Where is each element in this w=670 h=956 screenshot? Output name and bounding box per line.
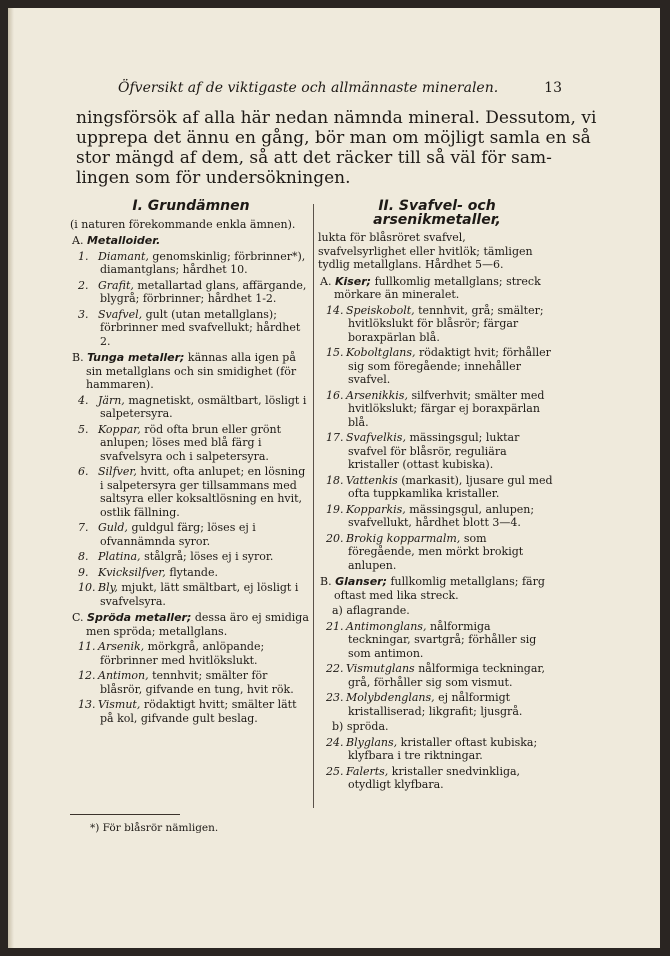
mineral-entry — [70, 465, 312, 519]
mineral-description: rödaktigt hvit; förhåller sig som föregående; innehåller svafvel. — [348, 346, 551, 386]
mineral-name: Koboltglans, — [346, 346, 416, 359]
entry-number: 11. — [78, 640, 96, 653]
section-title-grundamnen: I. Grundämnen — [132, 198, 250, 214]
mineral-name: Grafit, — [98, 278, 134, 292]
entry-number: 19. — [326, 502, 344, 516]
mineral-list — [318, 736, 556, 792]
entry-number: 22. — [326, 662, 344, 675]
category-label: B. — [320, 575, 332, 588]
category-b — [70, 351, 312, 392]
mineral-name: Vattenkis — [346, 473, 398, 487]
mineral-name: Svafvel, — [98, 307, 143, 321]
mineral-entry — [318, 389, 556, 430]
entry-number: 12. — [78, 669, 96, 682]
mineral-description: kristaller oftast kubiska; klyfbara i tre riktningar. — [348, 735, 538, 762]
mineral-name: Vismut, — [98, 698, 141, 711]
category-text: fullkomlig metallglans; färg oftast med lika streck. — [334, 575, 545, 602]
intro-line: upprepa det ännu en gång, bör man om möjligt samla en så — [76, 128, 591, 148]
mineral-description: magnetiskt, osmältbart, lösligt i salpetersyra. — [100, 393, 307, 420]
mineral-entry — [318, 304, 556, 345]
mineral-entry — [70, 581, 312, 608]
section-title-svafvel: II. Svafvel- och arsenikmetaller, — [373, 198, 501, 228]
mineral-description: som föregående, men mörkt brokigt anlupen. — [348, 531, 524, 572]
right-column — [318, 200, 556, 792]
column-divider — [313, 204, 314, 808]
mineral-entry — [318, 474, 556, 501]
entry-number: 13. — [78, 698, 96, 711]
section-subtitle: lukta för blåsröret svafvel, svafvelsyrlighet eller hvitlök; tämligen tydlig metallglans. Hårdhet 5—6. — [318, 231, 533, 271]
entry-number: 17. — [326, 431, 344, 444]
mineral-description: mässingsgul; luktar svafvel för blåsrör, reguliära kristaller (ottast kubiska). — [348, 431, 520, 471]
mineral-name: Järn, — [98, 393, 125, 407]
mineral-name: Molybdenglans, — [346, 691, 435, 704]
category-a — [70, 234, 312, 248]
page-edge-shadow — [8, 8, 14, 948]
mineral-description: guldgul färg; löses ej i ofvannämnda syror. — [100, 521, 256, 548]
mineral-name: Arsenikkis, — [346, 388, 408, 402]
mineral-description: genomskinlig; förbrinner*), diamantglans; hårdhet 10. — [100, 249, 306, 276]
mineral-entry — [318, 620, 556, 661]
entry-number: 20. — [326, 531, 344, 545]
mineral-name: Svafvelkis, — [346, 431, 406, 444]
mineral-description: rödaktigt hvitt; smälter lätt på kol, gifvande gult beslag. — [100, 698, 297, 725]
category-name: Kiser; — [334, 274, 372, 288]
running-title: Öfversikt af de viktigaste och allmännaste mineralen. — [118, 80, 499, 96]
mineral-entry — [318, 765, 556, 792]
mineral-entry — [318, 736, 556, 763]
section-subtitle: (i naturen förekommande enkla ämnen). — [70, 217, 296, 231]
mineral-entry — [318, 691, 556, 718]
entry-number: 10. — [78, 581, 96, 594]
mineral-list — [318, 304, 556, 573]
entry-number: 9. — [78, 565, 89, 579]
footnote: *) För blåsrör nämligen. — [90, 822, 219, 834]
mineral-name: Speiskobolt, — [346, 303, 415, 317]
entry-number: 3. — [78, 307, 89, 321]
mineral-description: silfverhvit; smälter med hvitlökslukt; färgar ej boraxpärlan blå. — [348, 388, 545, 429]
mineral-description: hvitt, ofta anlupet; en lösning i salpetersyra ger tillsammans med saltsyra eller koksaltlösning en hvit, ostlik fällning. — [100, 465, 306, 519]
mineral-list — [318, 620, 556, 719]
entry-number: 5. — [78, 422, 89, 436]
mineral-entry — [70, 550, 312, 564]
page-number: 13 — [544, 80, 562, 96]
category-label: A. — [72, 234, 84, 247]
mineral-description: gult (utan metallglans); förbrinner med svafvellukt; hårdhet 2. — [100, 307, 301, 348]
mineral-list — [70, 640, 312, 725]
category-name: Glanser; — [335, 575, 387, 588]
mineral-description: ej nålformigt kristalliserad; likgrafit; ljusgrå. — [348, 691, 523, 718]
entry-number: 14. — [326, 303, 344, 317]
mineral-entry — [318, 431, 556, 472]
mineral-name: Arsenik, — [98, 640, 145, 653]
mineral-description: mässingsgul, anlupen; svafvellukt, hårdhet blott 3—4. — [348, 502, 535, 529]
mineral-description: nålformiga teckningar, grå, förhåller sig som vismut. — [348, 662, 545, 689]
subgroup-b: b) spröda. — [332, 720, 389, 733]
entry-number: 4. — [78, 393, 89, 407]
mineral-name: Kopparkis, — [346, 502, 406, 516]
mineral-list — [70, 394, 312, 609]
category-text: kännas alla igen på sin metallglans och sin smidighet (för hammaren). — [86, 351, 297, 391]
entry-number: 15. — [326, 346, 344, 359]
intro-paragraph — [76, 108, 597, 188]
mineral-name: Antimonglans, — [346, 619, 427, 633]
category-name: Spröda metaller; — [87, 611, 192, 624]
entry-number: 7. — [78, 521, 89, 534]
mineral-entry — [318, 503, 556, 530]
category-label: B. — [72, 351, 84, 364]
subgroup-a: a) aflagrande. — [332, 604, 410, 617]
mineral-name: Guld, — [98, 521, 128, 534]
mineral-entry — [318, 662, 556, 689]
mineral-description: flytande. — [169, 565, 218, 579]
book-page — [8, 8, 660, 948]
category-label: C. — [72, 611, 84, 624]
entry-number: 6. — [78, 465, 89, 478]
entry-number: 2. — [78, 278, 89, 292]
mineral-name: Diamant, — [98, 249, 149, 263]
mineral-description: mjukt, lätt smältbart, ej lösligt i svafvelsyra. — [100, 581, 299, 608]
mineral-description: tennhvit; smälter för blåsrör, gifvande en tung, hvit rök. — [100, 669, 294, 696]
entry-number: 1. — [78, 249, 89, 263]
mineral-entry — [70, 308, 312, 349]
mineral-name: Vismutglans — [346, 662, 415, 675]
mineral-name: Kvicksilfver, — [98, 565, 166, 579]
entry-number: 8. — [78, 550, 89, 563]
category-name: Tunga metaller; — [87, 351, 185, 364]
mineral-description: nålformiga teckningar, svartgrå; förhåller sig som antimon. — [348, 619, 537, 660]
mineral-entry — [70, 640, 312, 667]
mineral-entry — [70, 669, 312, 696]
category-a — [318, 275, 556, 302]
intro-line: ningsförsök af alla här nedan nämnda mineral. Dessutom, vi — [76, 108, 597, 128]
mineral-entry — [70, 394, 312, 421]
category-b — [318, 575, 556, 602]
entry-number: 23. — [326, 691, 344, 704]
mineral-name: Antimon, — [98, 669, 149, 682]
entry-number: 21. — [326, 619, 344, 633]
entry-number: 24. — [326, 735, 344, 749]
mineral-list — [70, 250, 312, 349]
category-c — [70, 611, 312, 638]
mineral-entry — [318, 346, 556, 387]
mineral-entry — [70, 423, 312, 464]
mineral-description: kristaller snedvinkliga, otydligt klyfbara. — [348, 764, 521, 791]
mineral-description: (markasit), ljusare gul med ofta tuppkamlika kristaller. — [348, 473, 553, 500]
mineral-entry — [318, 532, 556, 573]
mineral-description: mörkgrå, anlöpande; förbrinner med hvitlökslukt. — [100, 640, 265, 667]
entry-number: 25. — [326, 764, 344, 778]
entry-number: 18. — [326, 473, 344, 487]
footnote-rule — [70, 814, 180, 815]
mineral-entry — [70, 566, 312, 580]
mineral-description: tennhvit, grå; smälter; hvitlökslukt för blåsrör; färgar boraxpärlan blå. — [348, 303, 544, 344]
mineral-description: stålgrå; löses ej i syror. — [144, 550, 274, 563]
mineral-name: Falerts, — [346, 764, 389, 778]
mineral-description: metallartad glans, affärgande, blygrå; förbrinner; hårdhet 1-2. — [100, 278, 307, 305]
mineral-name: Koppar, — [98, 422, 141, 436]
mineral-name: Blyglans, — [346, 735, 398, 749]
mineral-entry — [70, 279, 312, 306]
mineral-entry — [70, 250, 312, 277]
mineral-description: röd ofta brun eller grönt anlupen; löses med blå färg i svafvelsyra och i salpetersyra. — [100, 422, 282, 463]
left-column — [70, 200, 312, 725]
mineral-name: Bly, — [98, 581, 118, 594]
category-text: dessa äro ej smidiga men spröda; metallglans. — [86, 611, 309, 638]
entry-number: 16. — [326, 388, 344, 402]
mineral-entry — [70, 521, 312, 548]
mineral-name: Silfver, — [98, 465, 137, 478]
category-name: Metalloider. — [86, 234, 161, 247]
intro-line: stor mängd af dem, så att det räcker till så väl för sam- — [76, 148, 552, 168]
category-text: fullkomlig metallglans; streck mörkare än mineralet. — [334, 274, 541, 301]
mineral-entry — [70, 698, 312, 725]
mineral-name: Brokig kopparmalm, — [346, 531, 461, 545]
category-label: A. — [320, 274, 332, 288]
mineral-name: Platina, — [98, 550, 141, 563]
intro-line: lingen som för undersökningen. — [76, 168, 351, 188]
